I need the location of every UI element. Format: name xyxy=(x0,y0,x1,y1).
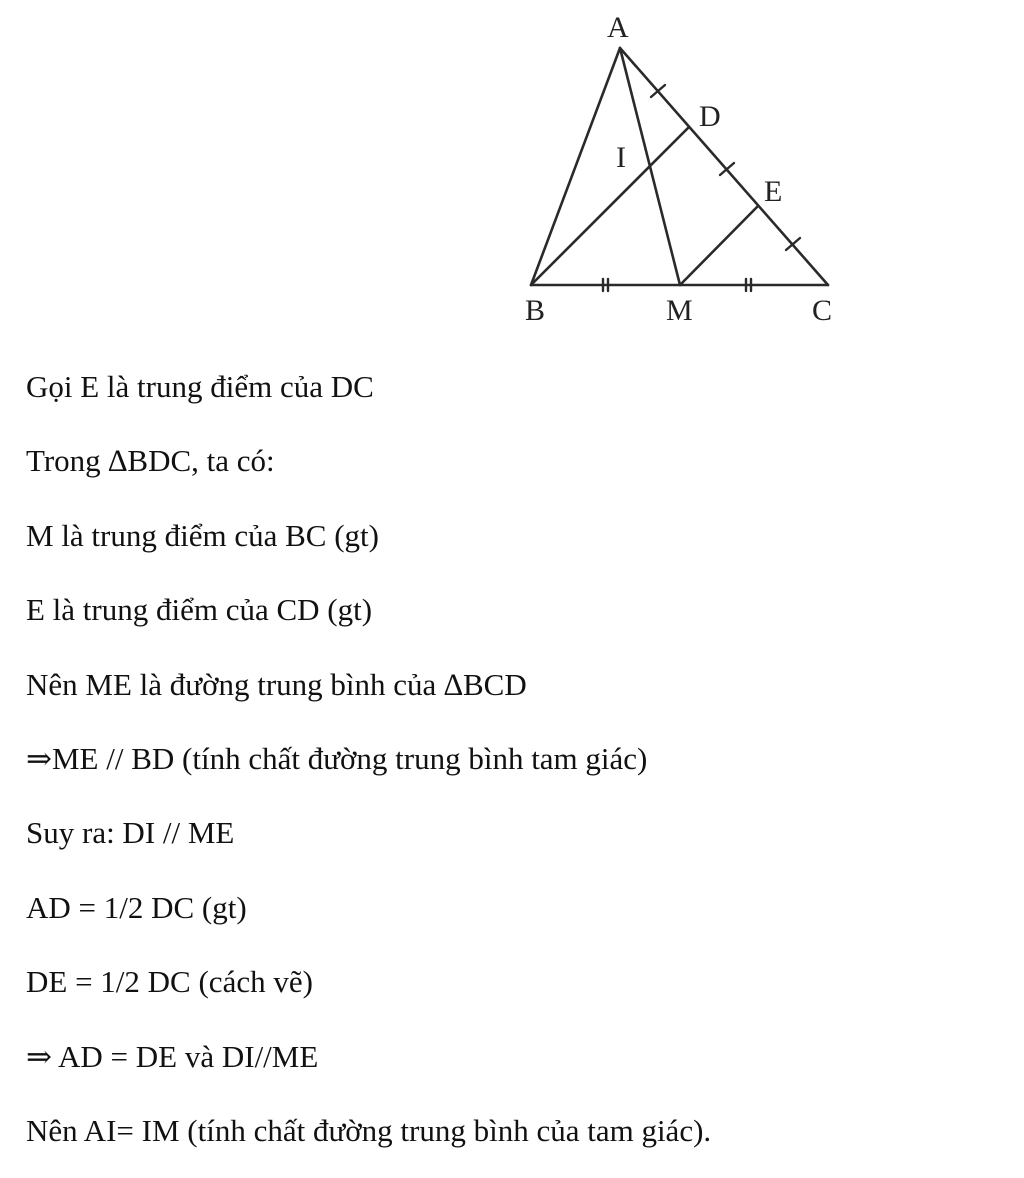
point-label-d: D xyxy=(699,100,721,133)
proof-text xyxy=(26,360,1006,1178)
segment-ab xyxy=(531,48,620,285)
proof-line: Nên AI= IM (tính chất đường trung bình của tam giác). xyxy=(26,1112,712,1148)
point-label-m: M xyxy=(666,294,693,327)
proof-line: AD = 1/2 DC (gt) xyxy=(26,889,247,925)
geometry-figure xyxy=(0,0,1024,340)
point-label-i: I xyxy=(616,141,626,174)
proof-line: E là trung điểm của CD (gt) xyxy=(26,592,373,628)
proof-line: Gọi E là trung điểm của DC xyxy=(26,369,374,404)
proof-line: Suy ra: DI // ME xyxy=(26,815,235,851)
proof-line: Trong ∆BDC, ta có: xyxy=(26,443,275,479)
proof-line: ⇒ AD = DE và DI//ME xyxy=(26,1038,319,1074)
proof-line: ⇒ME // BD (tính chất đường trung bình tam giác) xyxy=(26,740,648,776)
proof-line: DE = 1/2 DC (cách vẽ) xyxy=(26,964,313,1000)
point-label-c: C xyxy=(812,294,833,327)
point-label-e: E xyxy=(764,175,783,208)
point-label-b: B xyxy=(525,294,546,327)
proof-line: M là trung điểm của BC (gt) xyxy=(26,517,379,553)
segment-bd xyxy=(531,127,689,285)
triangle-diagram xyxy=(0,0,1024,340)
segment-me xyxy=(680,206,758,285)
proof-line: Nên ME là đường trung bình của ∆BCD xyxy=(26,666,527,702)
point-label-a: A xyxy=(607,11,629,44)
